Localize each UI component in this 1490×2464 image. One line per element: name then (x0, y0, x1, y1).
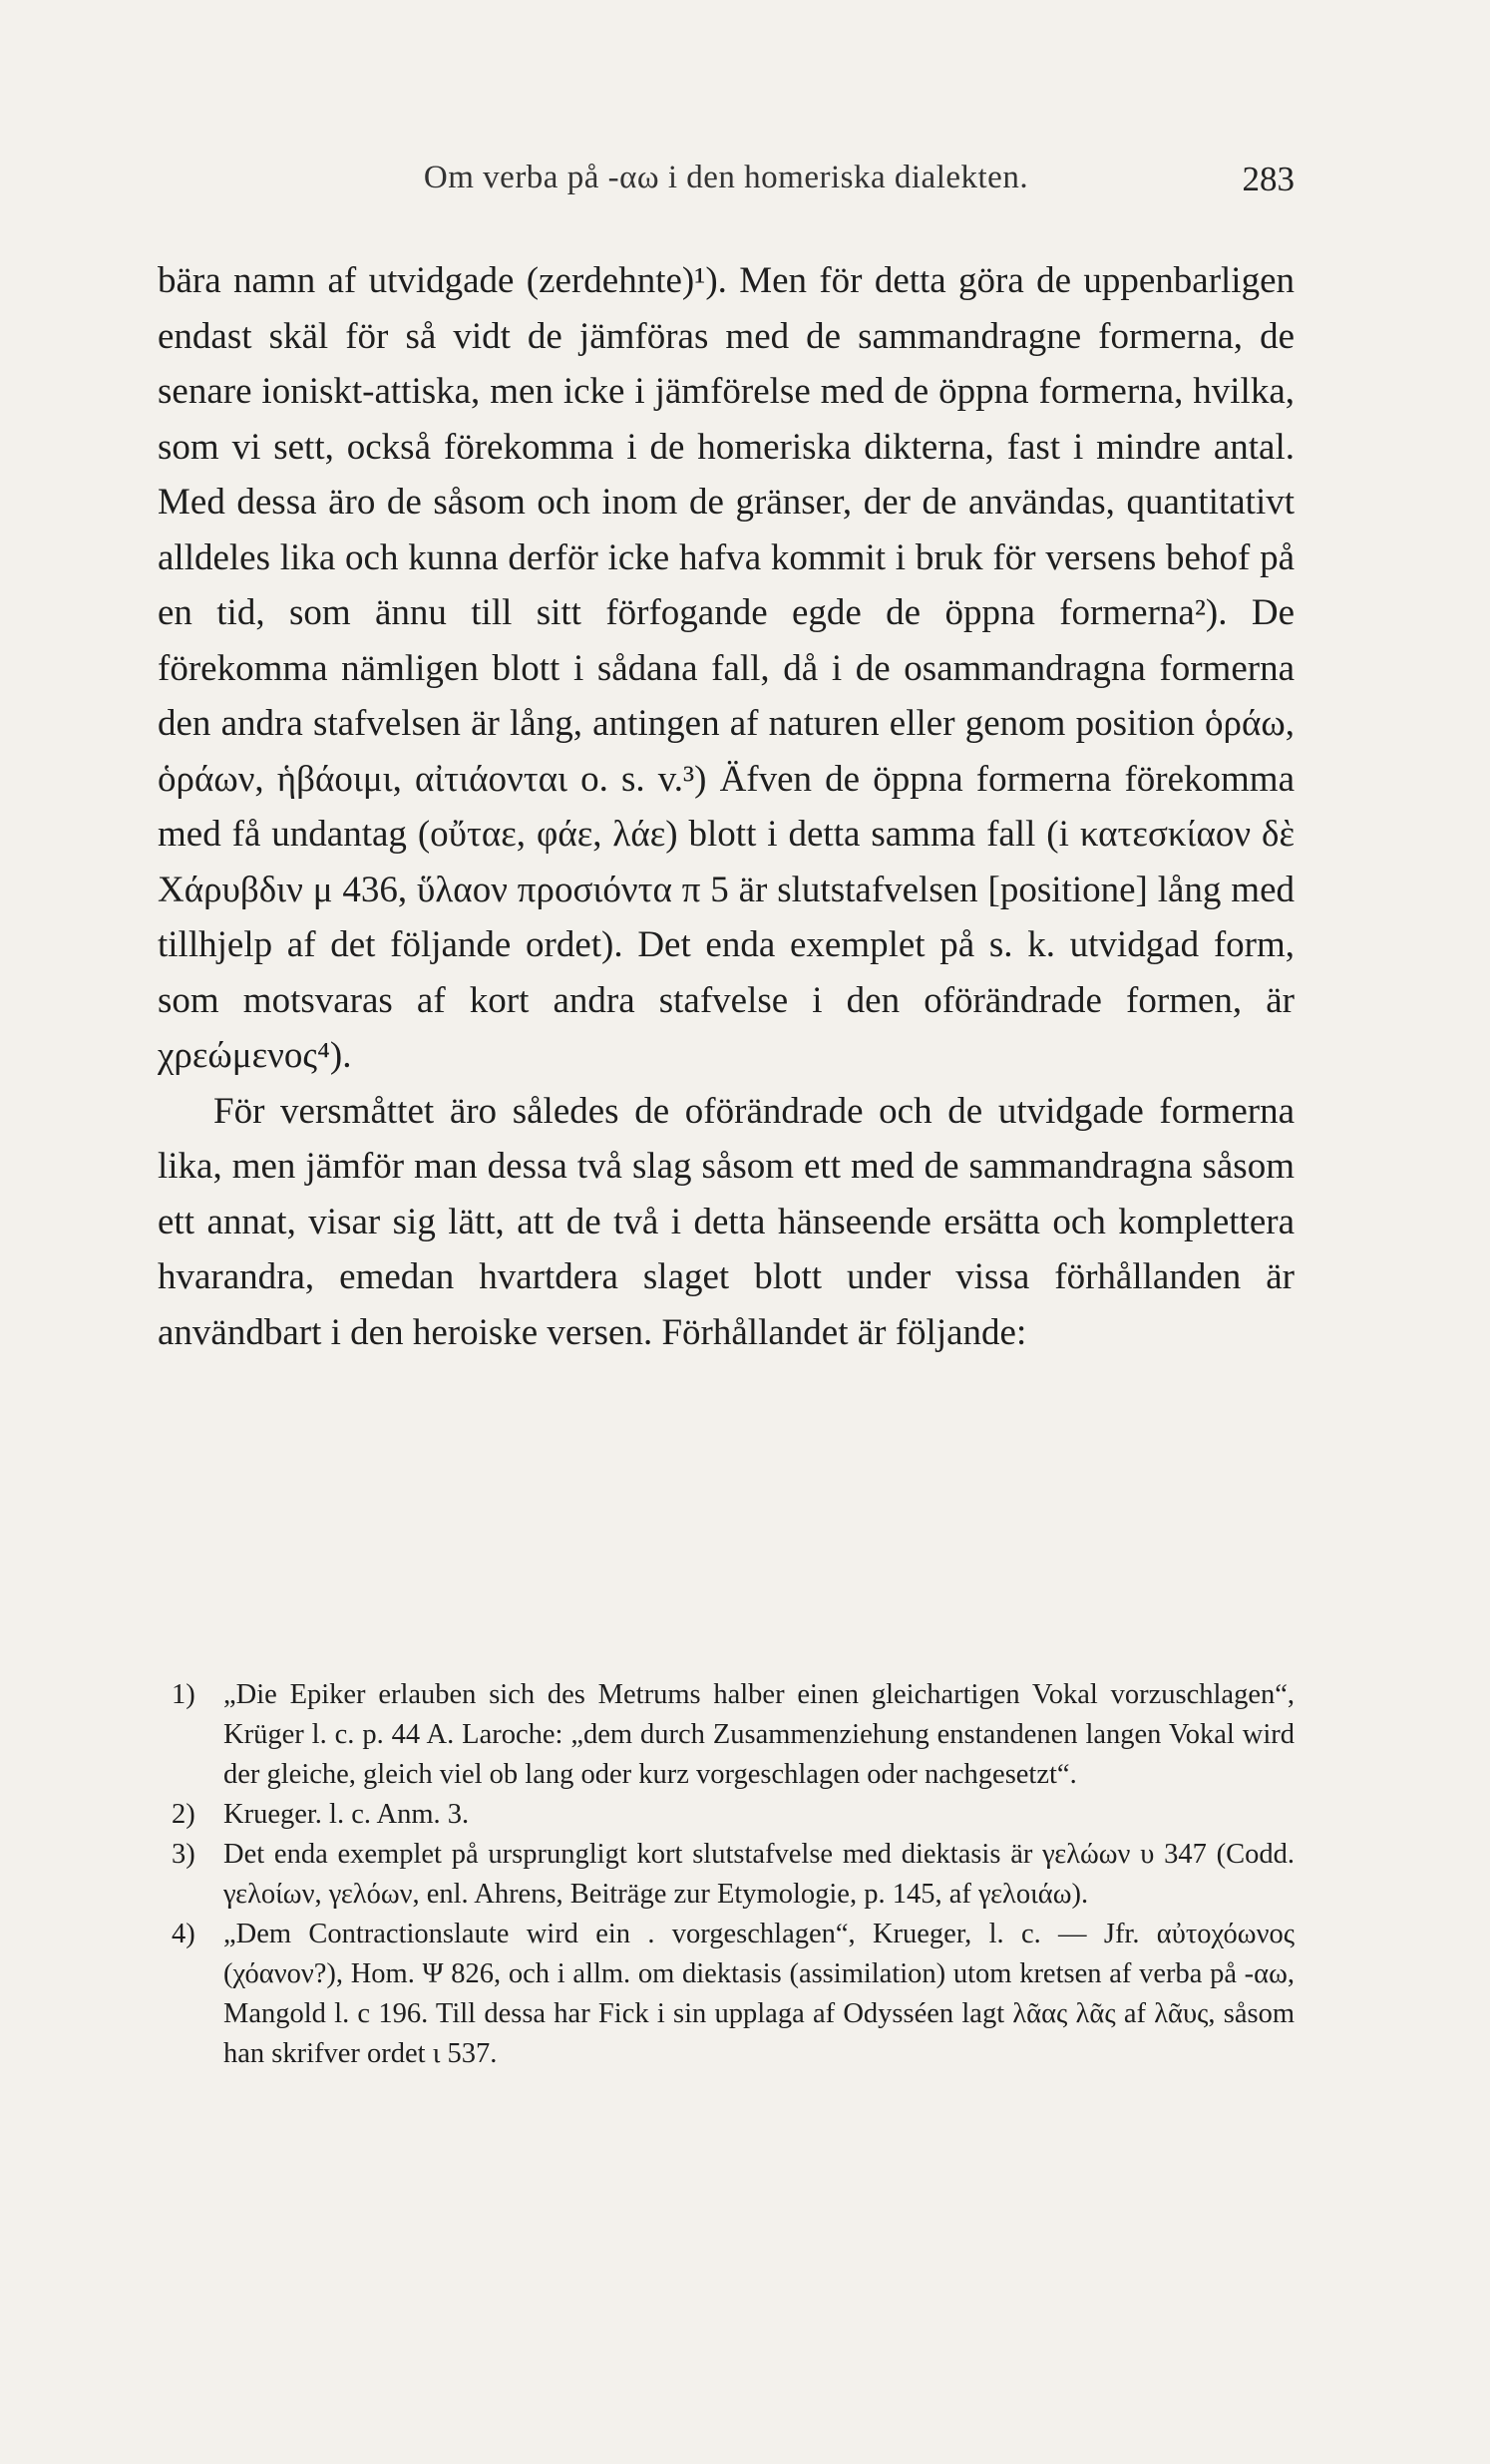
page-header (158, 160, 1295, 211)
footnote (158, 1675, 1295, 1795)
paragraph: För versmåttet äro således de oförändrade och de utvidgade formerna lika, men jämför man dessa två slag såsom ett med de sammandragna såsom ett annat, visar sig lätt, att de två i detta hänseende ersätta och komplettera hvarandra, emedan hvartdera slaget blott under vissa förhållanden är användbart i den heroiske versen. Förhållandet är följande: (158, 1090, 1295, 1353)
paragraph: bära namn af utvidgade (zerdehnte)¹). Men för detta göra de uppenbarligen endast skäl för så vidt de jämföras med de sammandragne formerna, de senare ioniskt-attiska, men icke i jämförelse med de öppna formerna, hvilka, som vi sett, också förekomma i de homeriska dikterna, fast i mindre antal. Med dessa äro de såsom och inom de gränser, der de användas, quantitativt alldeles lika och kunna derför icke hafva kommit i bruk för versens behof på en tid, som ännu till sitt förfogande egde de öppna formerna²). De förekomma nämligen blott i sådana fall, då i de osammandragna formerna den andra stafvelsen är lång, antingen af naturen eller genom position ὁράω, ὁράων, ἡβάοιμι, αἰτιάονται o. s. v.³) Äfven de öppna formerna förekomma med få undantag (οὔταε, φάε, λάε) blott i detta samma fall (i κατεσκίαον δὲ Χάρυβδιν μ 436, ὕλαον προσιόντα π 5 är slutstafvelsen [positione] lång med tillhjelp af det följande ordet). Det enda exemplet på s. k. utvidgad form, som motsvaras af kort andra stafvelse i den oförändrade formen, är χρεώμενος⁴). (158, 260, 1295, 1076)
footnote-text: Det enda exemplet på ursprungligt kort slutstafvelse med diektasis är γελώων υ 347 (Codd. γελοίων, γελόων, enl. Ahrens, Beiträge zur Etymologie, p. 145, af γελοιάω). (223, 1839, 1295, 1910)
footnote-mark: 4) (172, 1919, 195, 1949)
footnote-mark: 3) (172, 1839, 195, 1870)
footnote-text: Krueger. l. c. Anm. 3. (223, 1799, 470, 1830)
footnotes (158, 1675, 1295, 2074)
footnote (158, 1795, 1295, 1835)
footnote (158, 1915, 1295, 2074)
main-text (158, 253, 1295, 1360)
footnote-text: „Die Epiker erlauben sich des Metrums halber einen gleichartigen Vokal vorzuschlagen“, Krüger l. c. p. 44 A. Laroche: „dem durch Zusammenziehung enstandenen langen Vokal wird der gleiche, gleich viel ob lang oder kurz vorgeschlagen oder nachgesetzt“. (223, 1679, 1295, 1790)
footnote (158, 1835, 1295, 1915)
footnote-mark: 2) (172, 1799, 195, 1830)
running-head: Om verba på -αω i den homeriska dialekten. (423, 160, 1029, 195)
footnote-text: „Dem Contractionslaute wird ein . vorgeschlagen“, Krueger, l. c. — Jfr. αὐτοχόωνος (χόανον?), Hom. Ψ 826, och i allm. om diektasis (assimilation) utom kretsen af verba på -αω, Mangold l. c 196. Till dessa har Fick i sin upplaga af Odysséen lagt λᾶας λᾶς af λᾶυς, såsom han skrifver ordet ι 537. (223, 1919, 1295, 2069)
footnote-mark: 1) (172, 1679, 195, 1710)
page-number: 283 (1242, 160, 1295, 198)
